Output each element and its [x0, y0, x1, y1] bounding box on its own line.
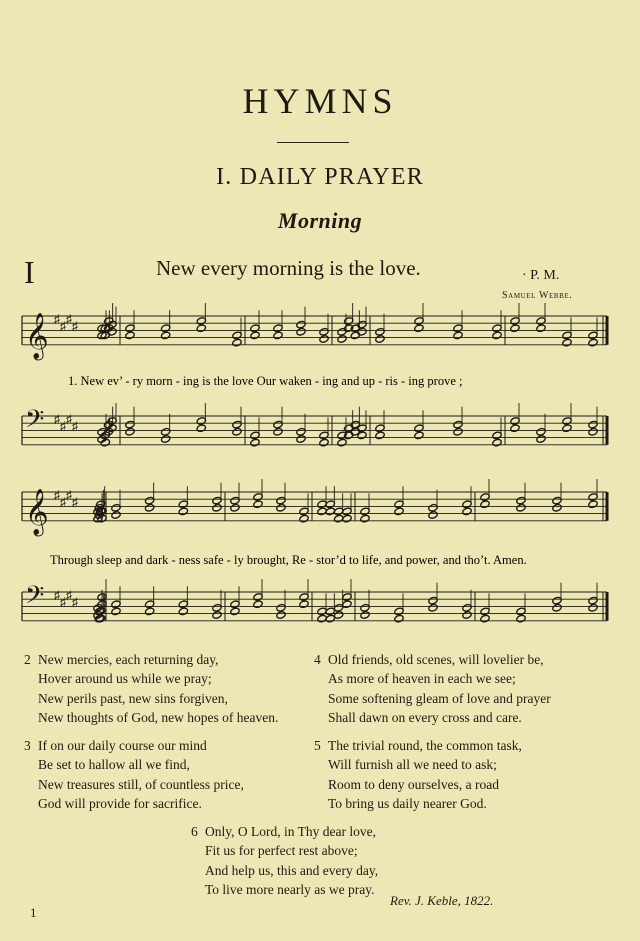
svg-text:♯: ♯: [72, 319, 78, 333]
lyrics-line-2: Through sleep and dark - ness safe - ly brought, Re - stor’d to life, and power, and tho’t. Amen.: [50, 553, 527, 567]
music-system-2: [0, 480, 640, 650]
verse-line: Old friends, old scenes, will lovelier be,: [328, 652, 544, 667]
svg-text:♯: ♯: [66, 588, 72, 602]
svg-text:♯: ♯: [60, 319, 66, 333]
verse-line: Room to deny ourselves, a road: [328, 776, 499, 792]
verse-line: New treasures still, of countless price,: [38, 776, 244, 792]
bass-staff-1: [22, 403, 607, 447]
verse-3: [24, 736, 244, 813]
svg-text:♯: ♯: [60, 595, 66, 609]
svg-text:♯: ♯: [54, 488, 60, 502]
music-system-1: [0, 300, 640, 470]
verse-line: Be set to hallow all we find,: [38, 757, 190, 773]
svg-text:♯: ♯: [54, 312, 60, 326]
svg-text:𝄢: 𝄢: [25, 405, 45, 440]
bass-staff-2: [22, 579, 607, 623]
verse-4: [314, 650, 551, 727]
verse-2: [24, 650, 279, 727]
treble-staff-2: [22, 479, 607, 537]
verse-line: Fit us for perfect rest above;: [205, 843, 358, 859]
verse-number: 6: [191, 824, 198, 839]
svg-text:♯: ♯: [54, 412, 60, 426]
hymn-meter: · P. M.: [522, 268, 560, 283]
verse-6: [191, 822, 379, 899]
svg-text:♯: ♯: [54, 588, 60, 602]
svg-text:♯: ♯: [60, 495, 66, 509]
hymn-attribution: Rev. J. Keble, 1822.: [390, 893, 494, 908]
subsection-heading: Morning: [277, 208, 363, 233]
verse-number: 5: [314, 738, 321, 753]
verse-number: 3: [24, 738, 31, 753]
verse-line: New thoughts of God, new hopes of heaven.: [38, 709, 279, 725]
page-number: 1: [30, 905, 37, 920]
verse-line: New perils past, new sins forgiven,: [38, 690, 228, 706]
lyrics-line-1: 1. New ev’ - ry morn - ing is the love Our waken - ing and up - ris - ing prove ;: [68, 374, 463, 388]
verse-line: Hover around us while we pray;: [38, 671, 212, 687]
verse-number: 2: [24, 652, 31, 667]
svg-text:𝄢: 𝄢: [25, 581, 45, 616]
hymn-number: I: [24, 254, 35, 290]
verse-line: And help us, this and every day,: [205, 862, 379, 878]
verse-line: New mercies, each returning day,: [38, 652, 219, 667]
verse-line: To live more nearly as we pray.: [205, 881, 375, 897]
verse-number: 4: [314, 652, 321, 667]
heading-divider: [277, 142, 349, 143]
hymn-first-line: New every morning is the love.: [156, 256, 421, 280]
svg-text:♯: ♯: [72, 595, 78, 609]
svg-text:♯: ♯: [60, 419, 66, 433]
verse-line: Only, O Lord, in Thy dear love,: [205, 824, 376, 839]
svg-text:♯: ♯: [66, 312, 72, 326]
svg-text:♯: ♯: [72, 419, 78, 433]
verse-line: If on our daily course our mind: [38, 738, 207, 753]
verse-5: [314, 736, 522, 813]
hymn-composer: Samuel Webbe.: [502, 290, 573, 301]
section-heading: I. DAILY PRAYER: [216, 164, 424, 190]
svg-text:𝄞: 𝄞: [25, 312, 49, 359]
svg-text:𝄞: 𝄞: [25, 488, 49, 535]
svg-text:♯: ♯: [66, 412, 72, 426]
treble-staff-1: [22, 303, 607, 361]
page-heading: HYMNS: [242, 81, 398, 121]
verse-line: God will provide for sacrifice.: [38, 795, 202, 811]
verse-line: Shall dawn on every cross and care.: [328, 709, 522, 725]
svg-text:♯: ♯: [66, 488, 72, 502]
verse-line: Will furnish all we need to ask;: [328, 757, 497, 773]
verse-line: As more of heaven in each we see;: [328, 671, 516, 687]
svg-text:♯: ♯: [72, 495, 78, 509]
verse-line: Some softening gleam of love and prayer: [328, 690, 551, 706]
verse-line: The trivial round, the common task,: [328, 738, 522, 753]
verse-line: To bring us daily nearer God.: [328, 795, 487, 811]
